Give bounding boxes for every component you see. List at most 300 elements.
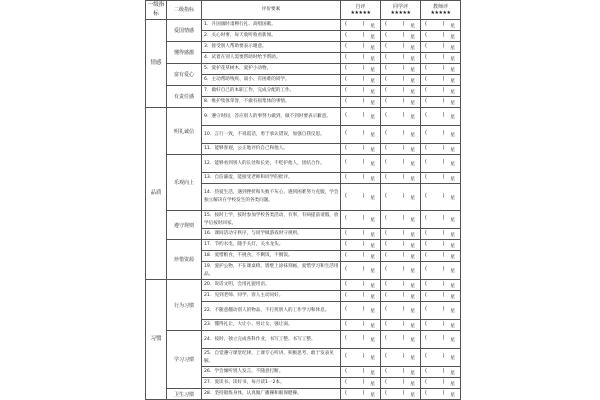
peer-score-cell[interactable]	[381, 126, 421, 144]
peer-score-cell[interactable]	[381, 367, 421, 378]
self-score-cell[interactable]	[341, 320, 381, 331]
self-score-cell[interactable]	[341, 302, 381, 320]
open-paren: (	[345, 131, 347, 136]
star-unit: 星	[410, 218, 415, 223]
star-unit: 星	[370, 147, 375, 153]
star-unit: 星	[370, 195, 375, 201]
open-paren: (	[385, 193, 387, 199]
self-score-cell[interactable]	[341, 53, 381, 64]
teacher-score-cell[interactable]	[421, 126, 461, 144]
self-score-cell[interactable]	[341, 229, 381, 240]
open-paren: (	[425, 87, 427, 93]
star-unit: 星	[370, 381, 375, 387]
close-paren: )	[402, 32, 405, 38]
criterion-text: 1．升国旗时肃穆行礼、高唱国歌。	[202, 20, 341, 31]
close-paren: )	[362, 390, 365, 396]
self-score-cell[interactable]	[341, 291, 381, 302]
teacher-score-cell[interactable]	[421, 86, 461, 97]
criterion-row	[146, 86, 461, 97]
evaluation-table	[145, 0, 461, 400]
close-paren: )	[442, 252, 445, 258]
open-paren: (	[425, 321, 427, 327]
star-unit: 星	[410, 283, 415, 289]
star-unit: 星	[370, 133, 375, 138]
star-unit: 星	[450, 115, 455, 120]
star-unit: 星	[450, 370, 455, 376]
peer-score-cell[interactable]	[381, 262, 421, 280]
teacher-score-cell[interactable]	[421, 291, 461, 302]
open-paren: (	[425, 354, 427, 359]
criterion-row	[146, 64, 461, 75]
self-score-cell[interactable]	[341, 331, 381, 349]
teacher-score-cell[interactable]	[421, 320, 461, 331]
star-unit: 星	[410, 34, 415, 40]
star-unit: 星	[450, 67, 455, 73]
close-paren: )	[442, 174, 445, 180]
self-score-cell[interactable]	[341, 251, 381, 262]
close-paren: )	[362, 267, 365, 272]
teacher-score-cell[interactable]	[421, 229, 461, 240]
star-unit: 星	[370, 56, 375, 62]
star-unit: 星	[370, 356, 375, 361]
criterion-text: 12．能够看到别人的长处和长处，不贬护他人，团结合作。	[202, 155, 341, 173]
star-unit: 星	[370, 283, 375, 289]
star-unit: 星	[410, 176, 415, 182]
star-unit: 星	[410, 309, 415, 314]
close-paren: )	[362, 87, 365, 93]
star-unit: 星	[450, 34, 455, 40]
close-paren: )	[442, 241, 445, 247]
peer-score-cell[interactable]	[381, 75, 421, 86]
peer-score-cell[interactable]	[381, 144, 421, 155]
peer-score-cell[interactable]	[381, 349, 421, 367]
close-paren: )	[402, 292, 405, 298]
star-unit: 星	[410, 89, 415, 95]
peer-score-cell[interactable]	[381, 184, 421, 211]
teacher-score-cell[interactable]	[421, 349, 461, 367]
close-paren: )	[362, 131, 365, 136]
self-score-cell[interactable]	[341, 31, 381, 42]
open-paren: (	[425, 281, 427, 287]
teacher-score-cell[interactable]	[421, 173, 461, 184]
self-score-cell[interactable]	[341, 378, 381, 389]
evaluation-form-page	[145, 0, 455, 400]
teacher-score-cell[interactable]	[421, 331, 461, 349]
close-paren: )	[402, 54, 405, 60]
criterion-text: 26．学会倾听别人发言，不随意打断。	[202, 367, 341, 378]
peer-score-cell[interactable]	[381, 64, 421, 75]
peer-score-cell[interactable]	[381, 42, 421, 53]
self-score-cell[interactable]	[341, 184, 381, 211]
criterion-text: 7．做好自己的本职工作，完成分配的工作。	[202, 86, 341, 97]
open-paren: (	[345, 321, 347, 327]
open-paren: (	[385, 160, 387, 165]
open-paren: (	[345, 43, 347, 49]
close-paren: )	[362, 113, 365, 118]
close-paren: )	[362, 354, 365, 359]
close-paren: )	[442, 65, 445, 71]
star-unit: 星	[450, 309, 455, 314]
teacher-score-cell[interactable]	[421, 155, 461, 173]
header-level1	[146, 1, 167, 20]
open-paren: (	[345, 65, 347, 71]
star-unit: 星	[370, 115, 375, 120]
star-unit: 星	[370, 243, 375, 249]
close-paren: )	[442, 390, 445, 396]
group-label: 行为习惯	[167, 280, 202, 331]
open-paren: (	[425, 174, 427, 180]
self-score-cell[interactable]	[341, 144, 381, 155]
close-paren: )	[442, 131, 445, 136]
close-paren: )	[402, 379, 405, 385]
criterion-text: 5．爱护花草树木，爱护小动物。	[202, 64, 341, 75]
star-unit: 星	[410, 243, 415, 249]
criterion-text: 25．自觉遵守课堂纪律，上课专心听讲，积极思考，敢于发表见解。	[202, 349, 341, 367]
star-unit: 星	[410, 56, 415, 62]
star-unit: 星	[450, 232, 455, 238]
star-unit: 星	[450, 133, 455, 138]
peer-score-cell[interactable]	[381, 291, 421, 302]
self-score-cell[interactable]	[341, 108, 381, 126]
close-paren: )	[442, 160, 445, 165]
criterion-text: 11．能够客观，公正地评价自己和他人。	[202, 144, 341, 155]
group-label: 遵守规则	[167, 211, 202, 240]
header-teacher-stars: ★★★★★	[430, 10, 451, 16]
close-paren: )	[442, 76, 445, 82]
close-paren: )	[362, 174, 365, 180]
star-unit: 星	[410, 133, 415, 138]
group-label: 懂得感激	[167, 42, 202, 64]
open-paren: (	[425, 292, 427, 298]
open-paren: (	[345, 390, 347, 396]
self-score-cell[interactable]	[341, 367, 381, 378]
open-paren: (	[345, 230, 347, 236]
open-paren: (	[385, 65, 387, 71]
peer-score-cell[interactable]	[381, 389, 421, 400]
star-unit: 星	[370, 162, 375, 167]
header-row	[146, 1, 461, 20]
peer-score-cell[interactable]	[381, 229, 421, 240]
close-paren: )	[362, 281, 365, 287]
self-score-cell[interactable]	[341, 155, 381, 173]
criterion-row	[146, 108, 461, 126]
close-paren: )	[402, 241, 405, 247]
star-unit: 星	[450, 294, 455, 300]
self-score-cell[interactable]	[341, 211, 381, 229]
peer-score-cell[interactable]	[381, 320, 421, 331]
close-paren: )	[362, 32, 365, 38]
open-paren: (	[345, 307, 347, 312]
close-paren: )	[402, 368, 405, 374]
category-cell	[146, 20, 167, 108]
open-paren: (	[425, 267, 427, 272]
self-score-cell[interactable]	[341, 42, 381, 53]
close-paren: )	[402, 267, 405, 272]
criterion-text: 20．说话文明，会用礼貌用语。	[202, 280, 341, 291]
criterion-text: 21．见到老师、同学、客人主动问好。	[202, 291, 341, 302]
self-score-cell[interactable]	[341, 126, 381, 144]
star-unit: 星	[410, 370, 415, 376]
criterion-row	[146, 331, 461, 349]
criterion-text: 4．试着在别人需要帮助时给予帮助。	[202, 53, 341, 64]
open-paren: (	[385, 379, 387, 385]
star-unit: 星	[410, 338, 415, 343]
teacher-score-cell[interactable]	[421, 240, 461, 251]
open-paren: (	[345, 292, 347, 298]
star-unit: 星	[450, 381, 455, 387]
star-unit: 星	[370, 309, 375, 314]
star-unit: 星	[450, 147, 455, 153]
peer-score-cell[interactable]	[381, 173, 421, 184]
open-paren: (	[385, 174, 387, 180]
close-paren: )	[362, 307, 365, 312]
star-unit: 星	[370, 78, 375, 84]
open-paren: (	[385, 76, 387, 82]
open-paren: (	[345, 145, 347, 151]
peer-score-cell[interactable]	[381, 108, 421, 126]
open-paren: (	[385, 307, 387, 312]
open-paren: (	[385, 230, 387, 236]
teacher-score-cell[interactable]	[421, 302, 461, 320]
close-paren: )	[402, 174, 405, 180]
group-label: 富有爱心	[167, 64, 202, 86]
close-paren: )	[362, 43, 365, 49]
peer-score-cell[interactable]	[381, 331, 421, 349]
close-paren: )	[442, 216, 445, 221]
open-paren: (	[385, 21, 387, 27]
open-paren: (	[345, 113, 347, 118]
open-paren: (	[345, 193, 347, 199]
peer-score-cell[interactable]	[381, 211, 421, 229]
close-paren: )	[402, 113, 405, 118]
close-paren: )	[402, 43, 405, 49]
close-paren: )	[402, 98, 405, 104]
open-paren: (	[425, 193, 427, 199]
self-score-cell[interactable]	[341, 75, 381, 86]
star-unit: 星	[450, 23, 455, 29]
open-paren: (	[345, 98, 347, 104]
peer-score-cell[interactable]	[381, 378, 421, 389]
star-unit: 星	[370, 100, 375, 106]
open-paren: (	[425, 307, 427, 312]
teacher-score-cell[interactable]	[421, 262, 461, 280]
teacher-score-cell[interactable]	[421, 53, 461, 64]
teacher-score-cell[interactable]	[421, 280, 461, 291]
self-score-cell[interactable]	[341, 262, 381, 280]
criterion-row	[146, 389, 461, 400]
star-unit: 星	[370, 338, 375, 343]
group-label: 明礼诚信	[167, 108, 202, 155]
star-unit: 星	[450, 283, 455, 289]
open-paren: (	[385, 336, 387, 341]
close-paren: )	[402, 390, 405, 396]
criterion-row	[146, 20, 461, 31]
close-paren: )	[402, 281, 405, 287]
close-paren: )	[442, 32, 445, 38]
teacher-score-cell[interactable]	[421, 144, 461, 155]
star-unit: 星	[450, 56, 455, 62]
self-score-cell[interactable]	[341, 173, 381, 184]
self-score-cell[interactable]	[341, 64, 381, 75]
teacher-score-cell[interactable]	[421, 367, 461, 378]
close-paren: )	[402, 21, 405, 27]
criterion-text: 28．坚持锻炼身体，认真做广播操和眼保健操。	[202, 389, 341, 400]
close-paren: )	[402, 354, 405, 359]
header-teacher	[421, 1, 461, 20]
close-paren: )	[442, 87, 445, 93]
header-level2: 二级指标	[167, 1, 202, 20]
self-score-cell[interactable]	[341, 349, 381, 367]
star-unit: 星	[370, 89, 375, 95]
peer-score-cell[interactable]	[381, 240, 421, 251]
open-paren: (	[425, 76, 427, 82]
open-paren: (	[345, 216, 347, 221]
group-label: 爱国情感	[167, 20, 202, 42]
header-peer-label: 同学评	[392, 4, 408, 10]
open-paren: (	[385, 252, 387, 258]
close-paren: )	[362, 76, 365, 82]
peer-score-cell[interactable]	[381, 20, 421, 31]
close-paren: )	[402, 76, 405, 82]
star-unit: 星	[410, 381, 415, 387]
open-paren: (	[425, 216, 427, 221]
open-paren: (	[425, 390, 427, 396]
header-peer-stars: ★★★★★	[390, 10, 411, 16]
open-paren: (	[385, 145, 387, 151]
open-paren: (	[345, 281, 347, 287]
self-score-cell[interactable]	[341, 240, 381, 251]
teacher-score-cell[interactable]	[421, 378, 461, 389]
self-score-cell[interactable]	[341, 97, 381, 108]
peer-score-cell[interactable]	[381, 97, 421, 108]
peer-score-cell[interactable]	[381, 251, 421, 262]
category-label: 习惯	[150, 336, 162, 342]
self-score-cell[interactable]	[341, 389, 381, 400]
peer-score-cell[interactable]	[381, 302, 421, 320]
close-paren: )	[442, 379, 445, 385]
close-paren: )	[442, 230, 445, 236]
star-unit: 星	[410, 294, 415, 300]
peer-score-cell[interactable]	[381, 53, 421, 64]
open-paren: (	[345, 336, 347, 341]
star-unit: 星	[410, 254, 415, 260]
category-cell	[146, 280, 167, 400]
teacher-score-cell[interactable]	[421, 75, 461, 86]
teacher-score-cell[interactable]	[421, 251, 461, 262]
open-paren: (	[385, 368, 387, 374]
star-unit: 星	[450, 162, 455, 167]
teacher-score-cell[interactable]	[421, 20, 461, 31]
header-criteria: 评价要素	[202, 1, 341, 20]
criterion-text: 3．接受别人帮助要表示谢意。	[202, 42, 341, 53]
teacher-score-cell[interactable]	[421, 108, 461, 126]
header-self-stars: ★★★★★	[350, 10, 371, 16]
close-paren: )	[402, 160, 405, 165]
group-label: 乐观向上	[167, 155, 202, 211]
teacher-score-cell[interactable]	[421, 64, 461, 75]
criterion-text: 8．维护集体荣誉，不做有损集体的事情。	[202, 97, 341, 108]
peer-score-cell[interactable]	[381, 155, 421, 173]
table-body	[146, 20, 461, 400]
open-paren: (	[385, 131, 387, 136]
open-paren: (	[345, 21, 347, 27]
star-unit: 星	[410, 269, 415, 274]
peer-score-cell[interactable]	[381, 31, 421, 42]
close-paren: )	[362, 160, 365, 165]
open-paren: (	[425, 145, 427, 151]
close-paren: )	[442, 292, 445, 298]
criterion-text: 14．热爱生活，遇到挫折和失败不灰心，遇到困难努力克服，学会独立解决在学校发生的各类问题。	[202, 184, 341, 211]
teacher-score-cell[interactable]	[421, 184, 461, 211]
star-unit: 星	[370, 254, 375, 260]
star-unit: 星	[370, 23, 375, 29]
teacher-score-cell[interactable]	[421, 389, 461, 400]
peer-score-cell[interactable]	[381, 86, 421, 97]
self-score-cell[interactable]	[341, 20, 381, 31]
star-unit: 星	[450, 269, 455, 274]
close-paren: )	[442, 368, 445, 374]
teacher-score-cell[interactable]	[421, 211, 461, 229]
criterion-text: 2．关心时事，每天收听收看新闻。	[202, 31, 341, 42]
close-paren: )	[442, 307, 445, 312]
close-paren: )	[362, 336, 365, 341]
self-score-cell[interactable]	[341, 86, 381, 97]
close-paren: )	[402, 252, 405, 258]
peer-score-cell[interactable]	[381, 280, 421, 291]
teacher-score-cell[interactable]	[421, 97, 461, 108]
header-level1-text: 一级指标	[147, 2, 165, 17]
open-paren: (	[425, 379, 427, 385]
star-unit: 星	[450, 89, 455, 95]
close-paren: )	[362, 241, 365, 247]
close-paren: )	[442, 354, 445, 359]
open-paren: (	[345, 32, 347, 38]
close-paren: )	[442, 43, 445, 49]
open-paren: (	[385, 216, 387, 221]
category-cell	[146, 108, 167, 280]
open-paren: (	[425, 43, 427, 49]
close-paren: )	[442, 336, 445, 341]
star-unit: 星	[370, 218, 375, 223]
star-unit: 星	[410, 232, 415, 238]
close-paren: )	[362, 216, 365, 221]
close-paren: )	[402, 230, 405, 236]
criterion-row	[146, 155, 461, 173]
star-unit: 星	[370, 232, 375, 238]
group-label: 卫生习惯	[167, 389, 202, 400]
open-paren: (	[425, 336, 427, 341]
criterion-text: 27．爱读书、读好书，每月读1一2本。	[202, 378, 341, 389]
teacher-score-cell[interactable]	[421, 42, 461, 53]
close-paren: )	[402, 307, 405, 312]
open-paren: (	[385, 292, 387, 298]
open-paren: (	[345, 368, 347, 374]
close-paren: )	[402, 145, 405, 151]
open-paren: (	[345, 174, 347, 180]
self-score-cell[interactable]	[341, 280, 381, 291]
teacher-score-cell[interactable]	[421, 31, 461, 42]
star-unit: 星	[370, 67, 375, 73]
close-paren: )	[362, 54, 365, 60]
star-unit: 星	[370, 176, 375, 182]
open-paren: (	[345, 354, 347, 359]
star-unit: 星	[410, 162, 415, 167]
star-unit: 星	[450, 218, 455, 223]
close-paren: )	[402, 131, 405, 136]
close-paren: )	[362, 292, 365, 298]
close-paren: )	[362, 65, 365, 71]
criterion-text: 17．节约水电，随手关灯，关水龙头。	[202, 240, 341, 251]
